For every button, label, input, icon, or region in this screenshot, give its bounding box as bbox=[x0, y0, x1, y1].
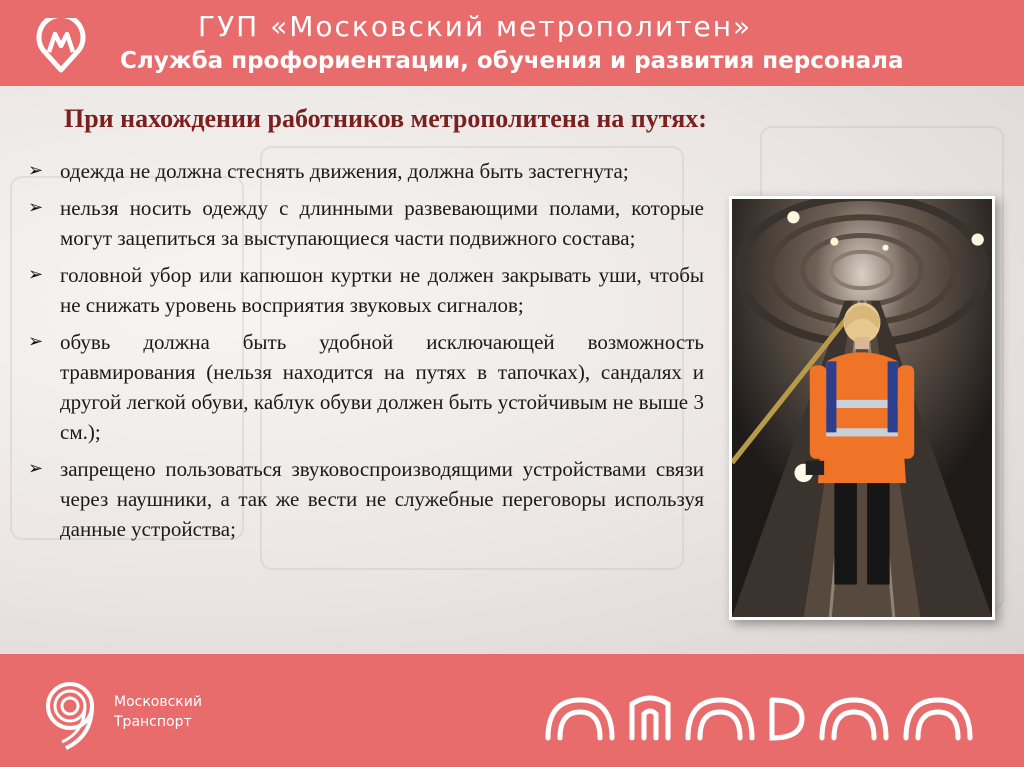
footer-brand-line2: Транспорт bbox=[114, 714, 192, 730]
arrow-bullet-icon: ➢ bbox=[28, 458, 44, 479]
list-item bbox=[28, 193, 704, 253]
metro-wordmark-ornament bbox=[540, 688, 980, 748]
header-title: ГУП «Московский метрополитен» bbox=[198, 10, 753, 43]
header-subtitle: Служба профориентации, обучения и развития персонала bbox=[120, 48, 904, 74]
worker-photo-frame bbox=[729, 196, 995, 620]
moscow-transport-nine-logo-icon bbox=[36, 678, 108, 752]
metro-tunnel-worker-photo bbox=[732, 199, 992, 617]
bullet-text: нельзя носить одежду с длинными развевающими полами, которые могут зацепиться за выступающиеся части подвижного состава; bbox=[60, 196, 704, 250]
bullet-list bbox=[28, 156, 704, 551]
list-item bbox=[28, 327, 704, 447]
arrow-bullet-icon: ➢ bbox=[28, 160, 44, 181]
footer-brand-line1: Московский bbox=[114, 694, 202, 710]
list-item bbox=[28, 260, 704, 320]
list-item bbox=[28, 156, 704, 186]
bullet-text: обувь должна быть удобной исключающей возможность травмирования (нельзя находится на путях в тапочках), сандалях и другой легкой обуви, каблук обуви должен быть устойчивым не выше 3 см.); bbox=[60, 330, 704, 444]
bullet-text: запрещено пользоваться звуковоспроизводящими устройствами связи через наушники, а так же вести не служебные переговоры используя данные устройства; bbox=[60, 457, 704, 541]
bullet-text: головной убор или капюшон куртки не должен закрывать уши, чтобы не снижать уровень восприятия звуковых сигналов; bbox=[60, 263, 704, 317]
header-band bbox=[0, 0, 1024, 86]
list-item bbox=[28, 454, 704, 544]
bullet-text: одежда не должна стеснять движения, должна быть застегнута; bbox=[60, 159, 629, 183]
metro-m-logo-icon bbox=[33, 18, 89, 74]
arrow-bullet-icon: ➢ bbox=[28, 331, 44, 352]
slide-heading: При нахождении работников метрополитена на путях: bbox=[64, 104, 707, 133]
arrow-bullet-icon: ➢ bbox=[28, 264, 44, 285]
footer-brand bbox=[114, 692, 202, 732]
arrow-bullet-icon: ➢ bbox=[28, 197, 44, 218]
